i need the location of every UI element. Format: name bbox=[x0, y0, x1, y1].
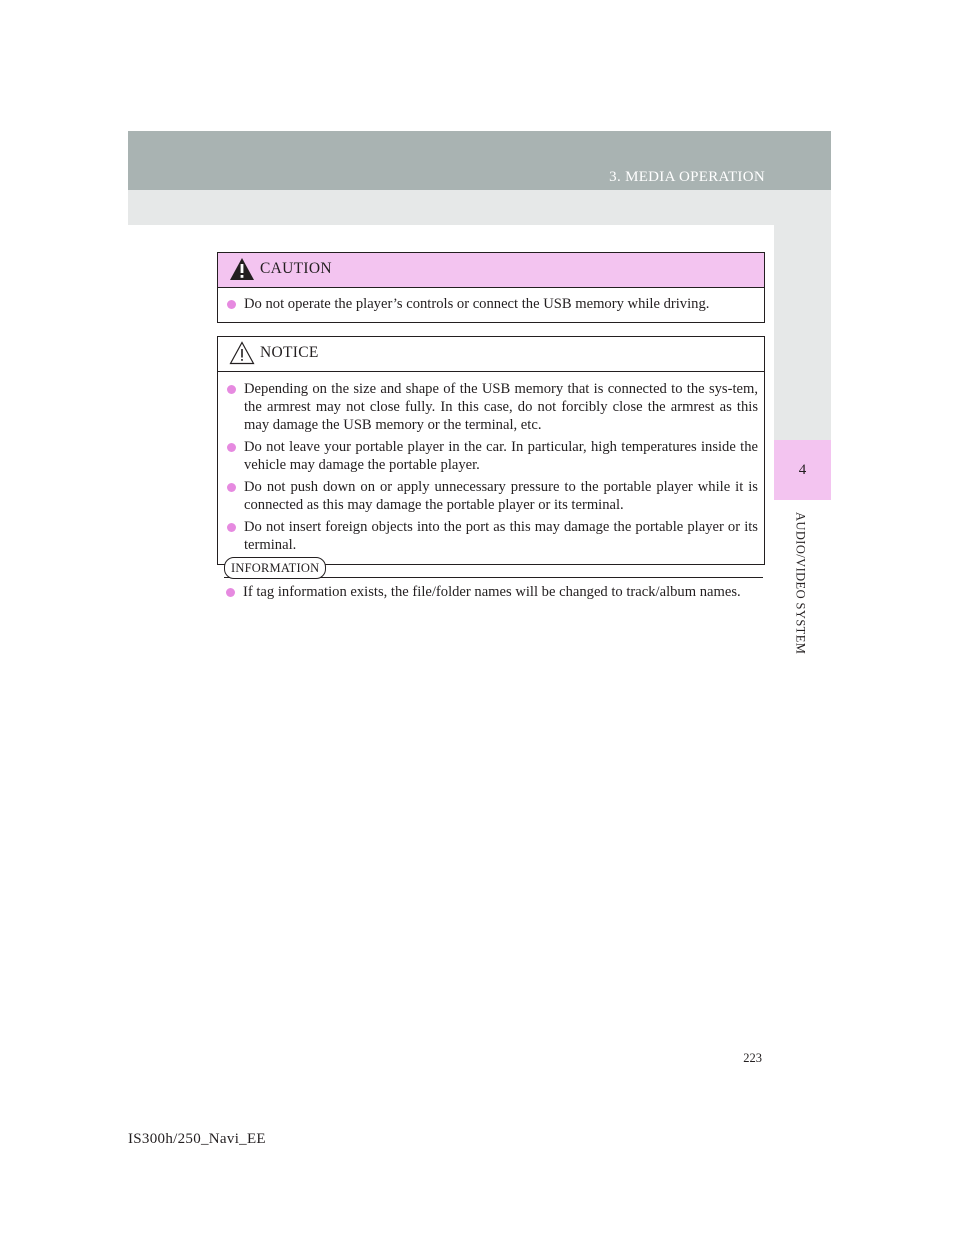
bullet-icon bbox=[227, 385, 236, 394]
chapter-number: 4 bbox=[798, 462, 807, 478]
model-code: IS300h/250_Navi_EE bbox=[128, 1131, 266, 1147]
warning-triangle-outline-icon bbox=[229, 341, 255, 365]
caution-header bbox=[218, 253, 764, 288]
warning-triangle-filled-icon bbox=[229, 257, 255, 281]
notice-item: Depending on the size and shape of the USB memory that is connected to the sys-tem, the armrest may not close fully. In this case, do not forcibly close the armrest as this may damage the USB memory or the terminal, etc. bbox=[224, 380, 758, 434]
chapter-title-vertical bbox=[775, 512, 825, 672]
notice-box bbox=[217, 336, 765, 565]
bullet-icon bbox=[227, 523, 236, 532]
chapter-title: AUDIO/VIDEO SYSTEM bbox=[793, 512, 808, 655]
information-body bbox=[217, 583, 763, 601]
header-band bbox=[128, 131, 831, 190]
caution-box bbox=[217, 252, 765, 323]
bullet-icon bbox=[227, 483, 236, 492]
bullet-icon bbox=[227, 443, 236, 452]
notice-label: NOTICE bbox=[260, 344, 319, 361]
information-item: If tag information exists, the file/folder names will be changed to track/album names. bbox=[223, 583, 757, 601]
subheader-band bbox=[128, 190, 831, 225]
notice-item: Do not insert foreign objects into the port as this may damage the portable player or its terminal. bbox=[224, 518, 758, 554]
bullet-icon bbox=[226, 588, 235, 597]
caution-label: CAUTION bbox=[260, 260, 332, 277]
notice-item: Do not push down on or apply unnecessary pressure to the portable player while it is connected as this may damage the portable player or its terminal. bbox=[224, 478, 758, 514]
notice-header bbox=[218, 337, 764, 372]
caution-item: Do not operate the player’s controls or connect the USB memory while driving. bbox=[224, 295, 758, 313]
notice-item: Do not leave your portable player in the car. In particular, high temperatures inside the vehicle may damage the portable player. bbox=[224, 438, 758, 474]
information-label: INFORMATION bbox=[224, 557, 326, 579]
side-margin-band bbox=[774, 225, 831, 440]
caution-body bbox=[218, 288, 764, 322]
notice-body bbox=[218, 372, 764, 564]
chapter-tab[interactable] bbox=[774, 440, 831, 500]
bullet-icon bbox=[227, 300, 236, 309]
page-number: 223 bbox=[743, 1051, 762, 1065]
section-title: 3. MEDIA OPERATION bbox=[609, 169, 765, 185]
